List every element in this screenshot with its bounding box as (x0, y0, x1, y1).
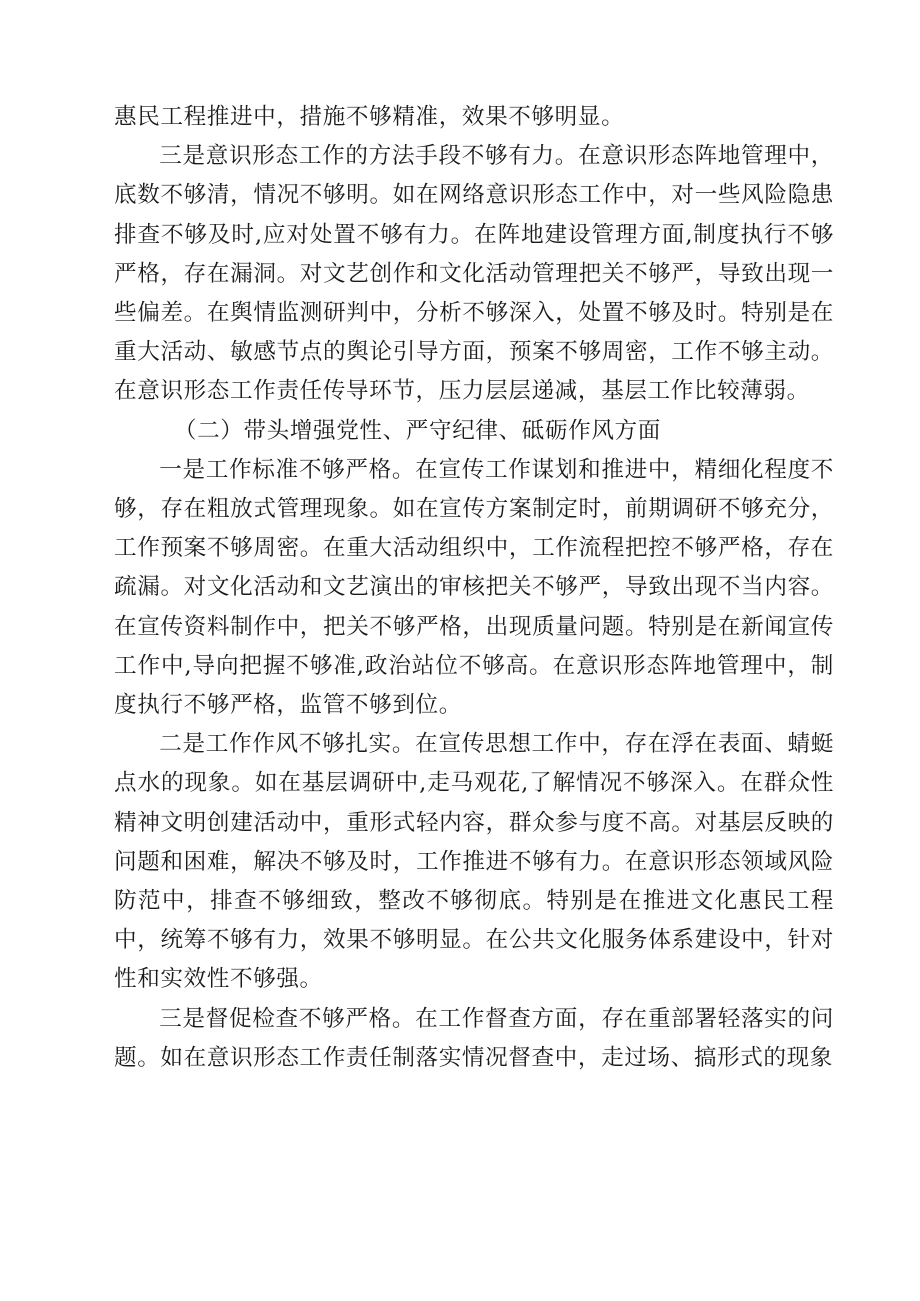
paragraph-supervision: 三是督促检查不够严格。在工作督查方面，存在重部署轻落实的问题。如在意识形态工作责任制落实情况督查中，走过场、搞形式的现象 (114, 1005, 834, 1071)
document-body (114, 98, 834, 1078)
paragraph-continuation: 惠民工程推进中，措施不够精准，效果不够明显。 (114, 104, 625, 130)
paragraph-work-standards: 一是工作标准不够严格。在宣传工作谋划和推进中，精细化程度不够，存在粗放式管理现象。如在宣传方案制定时，前期调研不够充分，工作预案不够周密。在重大活动组织中，工作流程把控不够严格，存在疏漏。对文化活动和文艺演出的审核把关不够严，导致出现不当内容。在宣传资料制作中，把关不够严格，出现质量问题。特别是在新闻宣传工作中,导向把握不够准,政治站位不够高。在意识形态阵地管理中，制度执行不够严格，监管不够到位。 (114, 456, 834, 719)
paragraph-ideology-methods: 三是意识形态工作的方法手段不够有力。在意识形态阵地管理中，底数不够清，情况不够明。如在网络意识形态工作中，对一些风险隐患排查不够及时,应对处置不够有力。在阵地建设管理方面,制度执行不够严格，存在漏洞。对文艺创作和文化活动管理把关不够严，导致出现一些偏差。在舆情监测研判中，分析不够深入，处置不够及时。特别是在重大活动、敏感节点的舆论引导方面，预案不够周密，工作不够主动。在意识形态工作责任传导环节，压力层层递减，基层工作比较薄弱。 (114, 143, 834, 405)
section-heading: （二）带头增强党性、严守纪律、砥砺作风方面 (173, 417, 661, 444)
paragraph-work-style: 二是工作作风不够扎实。在宣传思想工作中，存在浮在表面、蜻蜓点水的现象。如在基层调研中,走马观花,了解情况不够深入。在群众性精神文明创建活动中，重形式轻内容，群众参与度不高。对基层反映的问题和困难，解决不够及时，工作推进不够有力。在意识形态领域风险防范中，排查不够细致，整改不够彻底。特别是在推进文化惠民工程中，统筹不够有力，效果不够明显。在公共文化服务体系建设中，针对性和实效性不够强。 (114, 731, 834, 993)
